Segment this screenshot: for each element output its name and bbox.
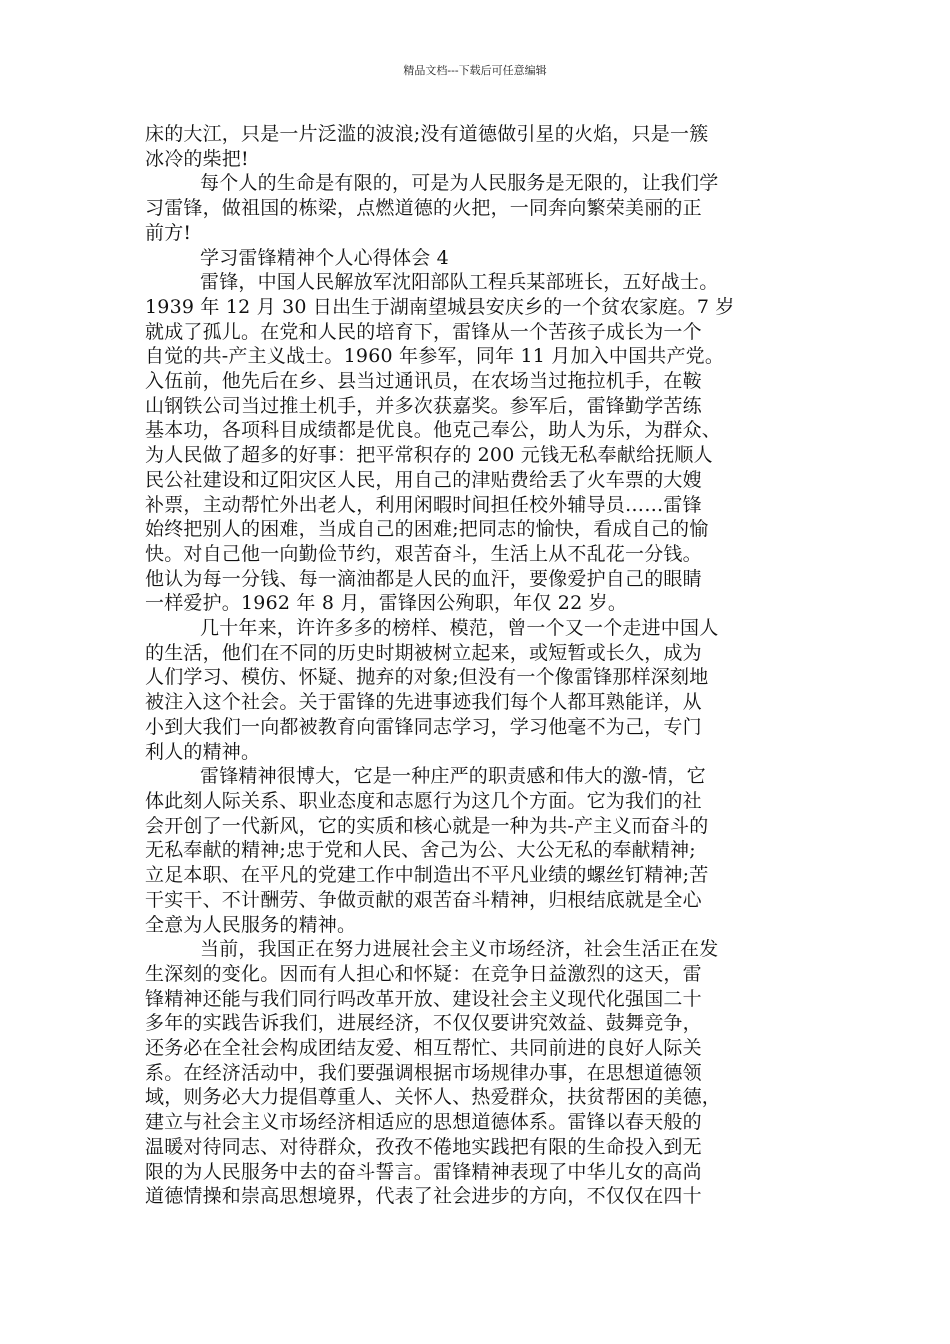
text-line: 习雷锋，做祖国的栋梁，点燃道德的火把，一同奔向繁荣美丽的正 <box>145 197 702 220</box>
text-line: 就成了孤儿。在党和人民的培育下，雷锋从一个苦孩子成长为一个 <box>145 320 702 343</box>
text-line: 域，则务必大力提倡尊重人、关怀人、热爱群众，扶贫帮困的美德， <box>145 1086 722 1109</box>
text-line: 床的大江，只是一片泛滥的波浪;没有道德做引星的火焰，只是一簇 <box>145 123 709 145</box>
text-line: 为人民做了超多的好事：把平常积存的 200 元钱无私奉献给抚顺人 <box>145 444 713 467</box>
text-line: 全意为人民服务的精神。 <box>145 913 357 936</box>
text-line: 系。在经济活动中，我们要强调根据市场规律办事，在思想道德领 <box>145 1061 702 1084</box>
text-line: 山钢铁公司当过推土机手，并多次获嘉奖。参军后，雷锋勤学苦练 <box>145 394 702 417</box>
text-line: 雷锋，中国人民解放军沈阳部队工程兵某部班长，五好战士。 <box>200 271 719 294</box>
text-line: 干实干、不计酬劳、争做贡献的艰苦奋斗精神，归根结底就是全心 <box>145 888 702 911</box>
text-line: 限的为人民服务中去的奋斗誓言。雷锋精神表现了中华儿女的高尚 <box>145 1160 702 1183</box>
text-line: 利人的精神。 <box>145 740 261 763</box>
text-line: 还务必在全社会构成团结友爱、相互帮忙、共同前进的良好人际关 <box>145 1037 702 1060</box>
document-body <box>145 122 815 1209</box>
text-line: 无私奉献的精神;忠于党和人民、舍己为公、大公无私的奉献精神; <box>145 839 696 862</box>
page-header: 精品文档---下载后可任意编辑 <box>403 64 547 77</box>
text-line: 一样爱护。1962 年 8 月，雷锋因公殉职，年仅 22 岁。 <box>145 592 628 615</box>
text-line: 温暖对待同志、对待群众，孜孜不倦地实践把有限的生命投入到无 <box>145 1135 702 1158</box>
text-line: 道德情操和崇高思想境界，代表了社会进步的方向，不仅仅在四十 <box>145 1185 702 1208</box>
text-line: 几十年来，许许多多的榜样、模范，曾一个又一个走进中国人 <box>200 617 719 640</box>
text-line: 的生活，他们在不同的历史时期被树立起来，或短暂或长久，成为 <box>145 641 702 664</box>
text-line: 建立与社会主义市场经济相适应的思想道德体系。雷锋以春天般的 <box>145 1111 702 1134</box>
text-line: 快。对自己他一向勤俭节约，艰苦奋斗，生活上从不乱花一分钱。 <box>145 542 702 565</box>
text-line: 补票，主动帮忙外出老人，利用闲暇时间担任校外辅导员……雷锋 <box>145 493 702 516</box>
text-line: 生深刻的变化。因而有人担心和怀疑：在竞争日益激烈的这天，雷 <box>145 962 702 985</box>
text-line: 每个人的生命是有限的，可是为人民服务是无限的，让我们学 <box>200 172 719 195</box>
text-line: 前方! <box>145 221 192 244</box>
text-line: 当前，我国正在努力进展社会主义市场经济，社会生活正在发 <box>200 938 719 961</box>
text-line: 入伍前，他先后在乡、县当过通讯员，在农场当过拖拉机手，在鞍 <box>145 370 702 393</box>
text-line: 自觉的共-产主义战士。1960 年参军，同年 11 月加入中国共产党。 <box>145 345 725 368</box>
text-line: 冰冷的柴把! <box>145 147 249 170</box>
text-line: 雷锋精神很博大，它是一种庄严的职责感和伟大的激-情，它 <box>200 765 706 788</box>
text-line: 始终把别人的困难，当成自己的困难;把同志的愉快，看成自己的愉 <box>145 518 709 541</box>
text-line: 他认为每一分钱、每一滴油都是人民的血汗，要像爱护自己的眼睛 <box>145 567 702 590</box>
text-line: 会开创了一代新风，它的实质和核心就是一种为共-产主义而奋斗的 <box>145 814 709 837</box>
text-line: 民公社建设和辽阳灾区人民，用自己的津贴费给丢了火车票的大嫂 <box>145 468 702 491</box>
text-line: 基本功，各项科目成绩都是优良。他克己奉公，助人为乐，为群众、 <box>145 419 722 442</box>
text-line: 立足本职、在平凡的党建工作中制造出不平凡业绩的螺丝钉精神;苦 <box>145 864 709 887</box>
text-line: 多年的实践告诉我们，进展经济，不仅仅要讲究效益、鼓舞竞争， <box>145 1012 702 1035</box>
text-line: 人们学习、模仿、怀疑、抛弃的对象;但没有一个像雷锋那样深刻地 <box>145 666 709 689</box>
text-line: 锋精神还能与我们同行吗改革开放、建设社会主义现代化强国二十 <box>145 987 702 1010</box>
text-line: 学习雷锋精神个人心得体会 4 <box>200 246 449 269</box>
text-line: 1939 年 12 月 30 日出生于湖南望城县安庆乡的一个贫农家庭。7 岁 <box>145 295 735 318</box>
text-line: 小到大我们一向都被教育向雷锋同志学习，学习他毫不为己，专门 <box>145 715 702 738</box>
text-line: 体此刻人际关系、职业态度和志愿行为这几个方面。它为我们的社 <box>145 789 702 812</box>
text-line: 被注入这个社会。关于雷锋的先进事迹我们每个人都耳熟能详，从 <box>145 691 702 714</box>
